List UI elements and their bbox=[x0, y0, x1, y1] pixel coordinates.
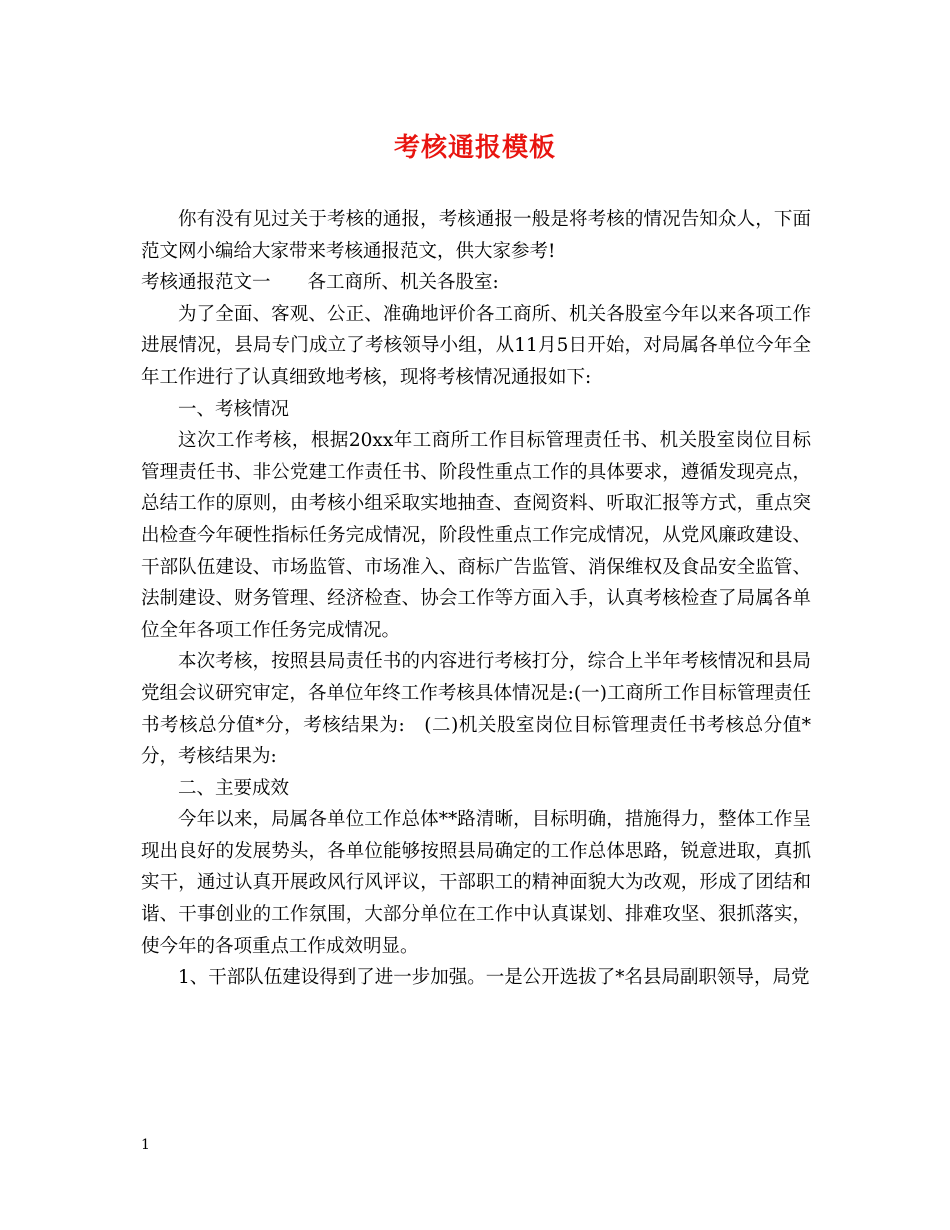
paragraph-intro: 你有没有见过关于考核的通报，考核通报一般是将考核的情况告知众人，下面范文网小编给大家带来考核通报范文，供大家参考! bbox=[141, 209, 811, 262]
section-heading-1: 一、考核情况 bbox=[178, 398, 290, 420]
paragraph-purpose: 为了全面、客观、公正、准确地评价各工商所、机关各股室今年以来各项工作进展情况，县局专门成立了考核领导小组，从11月5日开始，对局属各单位今年全年工作进行了认真细致地考核，现将考核情况通报如下: bbox=[141, 303, 811, 388]
page-number: 1 bbox=[141, 1137, 150, 1153]
paragraph-salutation: 考核通报范文一 各工商所、机关各股室: bbox=[141, 272, 499, 294]
document-title: 考核通报模板 bbox=[393, 133, 556, 163]
document-body bbox=[141, 204, 811, 994]
paragraph-results: 本次考核，按照县局责任书的内容进行考核打分，综合上半年考核情况和县局党组会议研究审定，各单位年终工作考核具体情况是:(一)工商所工作目标管理责任书考核总分值*分，考核结果为: (二)机关股室岗位目标管理责任书考核总分值*分，考核结果为: bbox=[141, 651, 811, 768]
paragraph-achievements: 今年以来，局属各单位工作总体**路清晰，目标明确，措施得力，整体工作呈现出良好的发展势头，各单位能够按照县局确定的工作总体思路，锐意进取，真抓实干，通过认真开展政风行风评议，干部职工的精神面貌大为改观，形成了团结和谐、干事创业的工作氛围，大部分单位在工作中认真谋划、排难攻坚、狠抓落实，使今年的各项重点工作成效明显。 bbox=[141, 809, 811, 957]
paragraph-item-1: 1、干部队伍建设得到了进一步加强。一是公开选拔了*名县局副职领导，局党 bbox=[178, 967, 810, 989]
paragraph-assessment: 这次工作考核，根据20xx年工商所工作目标管理责任书、机关股室岗位目标管理责任书、非公党建工作责任书、阶段性重点工作的具体要求，遵循发现亮点，总结工作的原则，由考核小组采取实地抽查、查阅资料、听取汇报等方式，重点突出检查今年硬性指标任务完成情况，阶段性重点工作完成情况，从党风廉政建设、干部队伍建设、市场监管、市场准入、商标广告监管、消保维权及食品安全监管、法制建设、财务管理、经济检查、协会工作等方面入手，认真考核检查了局属各单位全年各项工作任务完成情况。 bbox=[141, 430, 811, 641]
section-heading-2: 二、主要成效 bbox=[178, 777, 290, 799]
